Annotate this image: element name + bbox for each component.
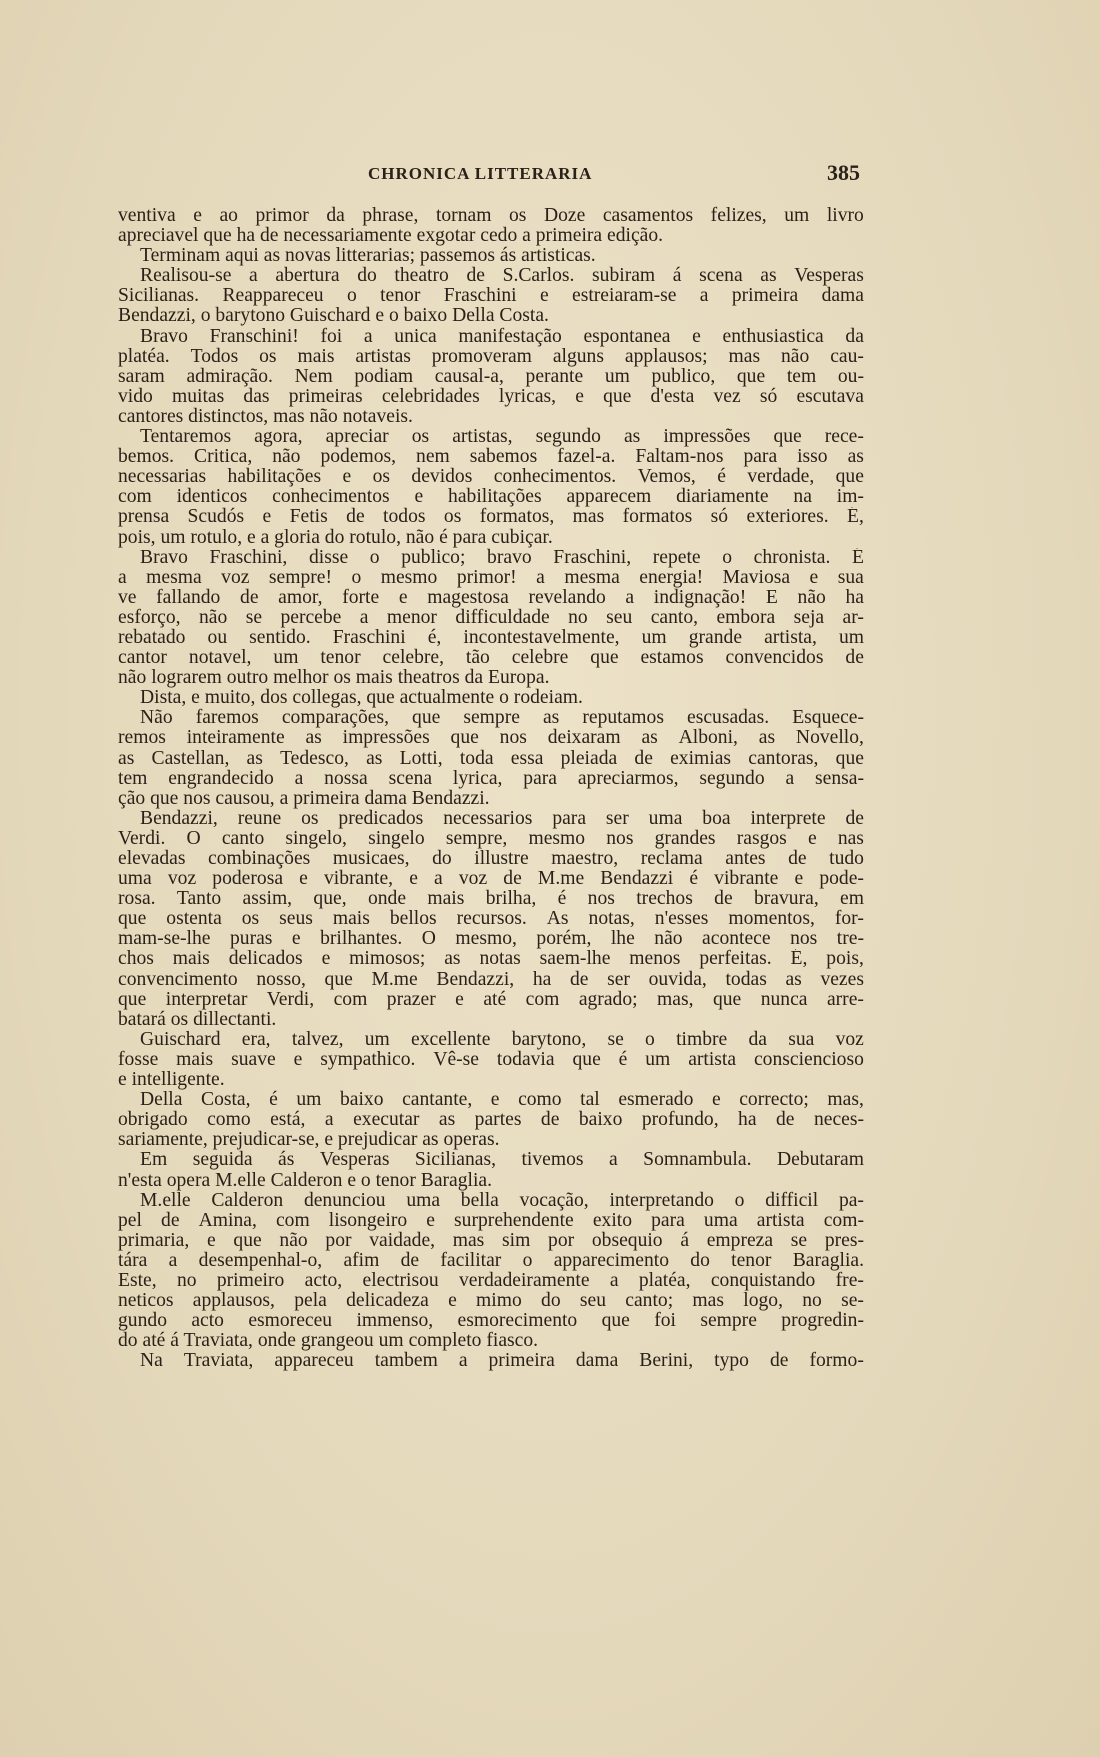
text-line: Bravo Franschini! foi a unica manifestação espontanea e enthusiastica da [140, 326, 864, 347]
text-line: gundo acto esmoreceu immenso, esmorecimento que foi sempre progredin- [118, 1311, 864, 1332]
text-line: que interpretar Verdi, com prazer e até com agrado; mas, que nunca arre- [118, 989, 864, 1010]
text-line: cantores distinctos, mas não notaveis. [118, 406, 413, 427]
text-line: Em seguida ás Vesperas Sicilianas, tivemos a Somnambula. Debutaram [140, 1150, 864, 1171]
text-line: saram admiração. Nem podiam causal-a, perante um publico, que tem ou- [118, 366, 864, 387]
text-line: mam-se-lhe puras e brilhantes. O mesmo, porém, lhe não acontece nos tre- [118, 929, 864, 950]
text-line: bemos. Critica, não podemos, nem sabemos fazel-a. Faltam-nos para isso as [118, 447, 864, 468]
text-line: fosse mais suave e sympathico. Vê-se todavia que é um artista consciencioso [118, 1049, 864, 1070]
text-line: Tentaremos agora, apreciar os artistas, segundo as impressões que rece- [140, 427, 864, 448]
text-line: ve fallando de amor, forte e magestosa revelando a indignação! E não ha [118, 587, 864, 608]
text-line: convencimento nosso, que M.me Bendazzi, ha de ser ouvida, todas as vezes [118, 969, 864, 990]
text-line: pois, um rotulo, e a gloria do rotulo, não é para cubiçar. [118, 527, 553, 548]
text-line: obrigado como está, a executar as partes de baixo profundo, ha de neces- [118, 1110, 864, 1131]
text-line: rebatado ou sentido. Fraschini é, incontestavelmente, um grande artista, um [118, 627, 864, 648]
text-line: Este, no primeiro acto, electrisou verdadeiramente a platéa, conquistando fre- [118, 1270, 864, 1291]
page-number: 385 [827, 160, 860, 185]
text-line: as Castellan, as Tedesco, as Lotti, toda essa pleiada de eximias cantoras, que [118, 748, 864, 769]
text-line: vido muitas das primeiras celebridades lyricas, e que d'esta vez só escutava [118, 386, 864, 407]
text-line: Bendazzi, o barytono Guischard e o baixo Della Costa. [118, 306, 549, 327]
text-line: Terminam aqui as novas litterarias; passemos ás artisticas. [140, 246, 596, 267]
running-title: CHRONICA LITTERARIA [368, 164, 593, 183]
text-line: rosa. Tanto assim, que, onde mais brilha, é nos trechos de bravura, em [118, 889, 864, 910]
text-line: M.elle Calderon denunciou uma bella vocação, interpretando o difficil pa- [140, 1190, 864, 1211]
text-line: Bravo Fraschini, disse o publico; bravo Fraschini, repete o chronista. É [140, 547, 864, 568]
text-line: uma voz poderosa e vibrante, e a voz de M.me Bendazzi é vibrante e pode- [118, 869, 864, 890]
text-line: Na Traviata, appareceu tambem a primeira dama Berini, typo de formo- [140, 1351, 864, 1372]
text-line: Verdi. O canto singelo, singelo sempre, mesmo nos grandes rasgos e nas [118, 828, 864, 849]
text-line: tára a desempenhal-o, afim de facilitar o apparecimento do tenor Baraglia. [118, 1250, 864, 1271]
text-line: e intelligente. [118, 1070, 225, 1091]
text-line: tem engrandecido a nossa scena lyrica, para apreciarmos, segundo a sensa- [118, 768, 864, 789]
text-line: Realisou-se a abertura do theatro de S.Carlos. subiram á scena as Vesperas [140, 266, 864, 287]
text-line: Não faremos comparações, que sempre as reputamos escusadas. Esquece- [140, 708, 864, 729]
text-line: Della Costa, é um baixo cantante, e como tal esmerado e correcto; mas, [140, 1090, 864, 1111]
text-line: elevadas combinações musicaes, do illustre maestro, reclama antes de tudo [118, 849, 864, 869]
text-line: Sicilianas. Reappareceu o tenor Fraschini e estreiaram-se a primeira dama [118, 286, 864, 307]
text-line: n'esta opera M.elle Calderon e o tenor Baraglia. [118, 1170, 493, 1191]
text-line: apreciavel que ha de necessariamente exgotar cedo a primeira edição. [118, 226, 664, 247]
text-line: não lograrem outro melhor os mais theatros da Europa. [118, 668, 550, 689]
text-line: remos inteiramente as impressões que nos deixaram as Alboni, as Novello, [118, 728, 864, 749]
text-line: Bendazzi, reune os predicados necessarios para ser uma boa interprete de [140, 808, 864, 829]
text-line: esforço, não se percebe a menor difficuldade no seu canto, embora seja ar- [118, 607, 864, 628]
text-line: platéa. Todos os mais artistas promoveram alguns applausos; mas não cau- [118, 346, 864, 367]
running-header [120, 160, 860, 190]
text-line: primaria, e que não por vaidade, mas sim por obsequio á empreza se pres- [118, 1230, 864, 1251]
text-line: ventiva e ao primor da phrase, tornam os Doze casamentos felizes, um livro [118, 206, 864, 226]
text-line: Guischard era, talvez, um excellente barytono, se o timbre da sua voz [140, 1029, 864, 1050]
text-line: chos mais delicados e mimosos; as notas saem-lhe menos perfeitas. É, pois, [118, 949, 864, 970]
text-line: pel de Amina, com lisongeiro e surprehendente exito para uma artista com- [118, 1210, 864, 1231]
text-line: do até á Traviata, onde grangeou um completo fiasco. [118, 1331, 539, 1352]
text-line: com identicos conhecimentos e habilitações apparecem diariamente na im- [118, 487, 864, 508]
text-line: ção que nos causou, a primeira dama Bendazzi. [118, 788, 490, 809]
text-line: que ostenta os seus mais bellos recursos. As notas, n'esses momentos, for- [118, 909, 864, 930]
text-line: necessarias habilitações e os devidos conhecimentos. Vemos, é verdade, que [118, 467, 864, 488]
text-line: neticos applausos, pela delicadeza e mimo do seu canto; mas logo, no se- [118, 1291, 864, 1312]
text-line: prensa Scudós e Fetis de todos os formatos, mas formatos só exteriores. É, [118, 507, 864, 528]
article-body [118, 206, 864, 1371]
text-line: batará os dillectanti. [118, 1009, 277, 1030]
text-line: a mesma voz sempre! o mesmo primor! a mesma energia! Maviosa e sua [118, 567, 864, 588]
text-line: sariamente, prejudicar-se, e prejudicar as operas. [118, 1130, 500, 1151]
text-line: cantor notavel, um tenor celebre, tão celebre que estamos convencidos de [118, 648, 864, 669]
text-line: Dista, e muito, dos collegas, que actualmente o rodeiam. [140, 688, 583, 709]
